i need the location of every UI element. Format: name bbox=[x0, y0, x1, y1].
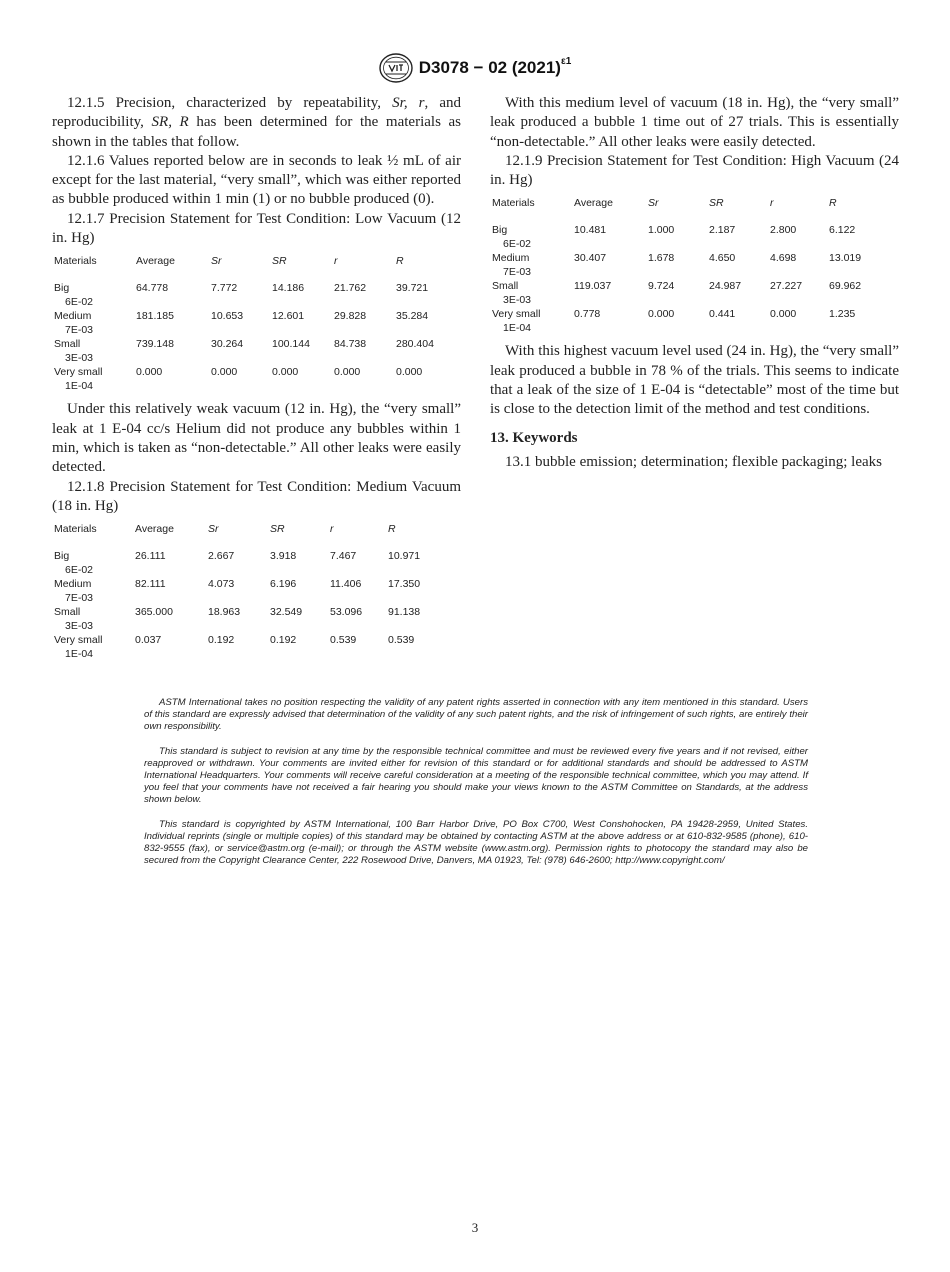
value-cell: 30.264 bbox=[211, 338, 244, 351]
value-cell: 13.019 bbox=[829, 252, 862, 265]
value-cell: 32.549 bbox=[270, 606, 303, 619]
value-cell: 3.918 bbox=[270, 550, 297, 563]
value-cell: 30.407 bbox=[574, 252, 607, 265]
value-cell: 4.698 bbox=[770, 252, 797, 265]
material-cell: Very small 1E-04 bbox=[492, 308, 541, 334]
value-cell: 64.778 bbox=[136, 282, 169, 295]
material-cell: Medium 7E-03 bbox=[54, 578, 94, 604]
value-cell: 0.192 bbox=[270, 634, 297, 647]
value-cell: 0.000 bbox=[396, 366, 423, 379]
keywords-heading: 13. Keywords bbox=[490, 429, 578, 446]
material-cell: Very small 1E-04 bbox=[54, 366, 103, 392]
table-medium-vacuum bbox=[54, 522, 450, 662]
value-cell: 1.235 bbox=[829, 308, 856, 321]
table-low-vacuum bbox=[54, 254, 458, 394]
table-row bbox=[54, 366, 458, 394]
value-cell: 6.196 bbox=[270, 578, 297, 591]
value-cell: 27.227 bbox=[770, 280, 803, 293]
col-header: SR bbox=[272, 255, 287, 268]
material-cell: Big 6E-02 bbox=[54, 282, 94, 308]
col-header: Materials bbox=[54, 255, 97, 268]
value-cell: 7.772 bbox=[211, 282, 238, 295]
value-cell: 24.987 bbox=[709, 280, 742, 293]
material-cell: Medium 7E-03 bbox=[492, 252, 532, 278]
table-header-row bbox=[492, 196, 891, 224]
value-cell: 4.073 bbox=[208, 578, 235, 591]
col-header: R bbox=[388, 523, 396, 536]
col-header: r bbox=[770, 197, 774, 210]
value-cell: 26.111 bbox=[135, 550, 166, 563]
value-cell: 29.828 bbox=[334, 310, 367, 323]
paragraph-13-1: 13.1 bubble emission; determination; flexible packaging; leaks bbox=[505, 453, 882, 470]
value-cell: 0.778 bbox=[574, 308, 601, 321]
value-cell: 0.192 bbox=[208, 634, 235, 647]
paragraph-12-1-8: 12.1.8 Precision Statement for Test Condition: Medium Vacuum (18 in. Hg) bbox=[52, 478, 461, 514]
table-high-vacuum bbox=[492, 196, 891, 336]
col-header: Sr bbox=[208, 523, 219, 536]
col-header: Materials bbox=[492, 197, 535, 210]
material-cell: Very small 1E-04 bbox=[54, 634, 103, 660]
value-cell: 0.000 bbox=[136, 366, 163, 379]
value-cell: 1.000 bbox=[648, 224, 675, 237]
patent-notice: ASTM International takes no position respecting the validity of any patent rights asserted in connection with any item mentioned in this standard. Users of this standard are expressly advised that determination of the validity of any such patent rights, and the risk of infringement of such rights, are entirely their own responsibility. bbox=[144, 697, 808, 732]
value-cell: 0.000 bbox=[272, 366, 299, 379]
value-cell: 10.653 bbox=[211, 310, 244, 323]
value-cell: 84.738 bbox=[334, 338, 367, 351]
value-cell: 35.284 bbox=[396, 310, 429, 323]
value-cell: 2.187 bbox=[709, 224, 736, 237]
value-cell: 739.148 bbox=[136, 338, 174, 351]
table-row bbox=[492, 224, 891, 252]
material-cell: Big 6E-02 bbox=[492, 224, 532, 250]
value-cell: 0.000 bbox=[211, 366, 238, 379]
value-cell: 10.481 bbox=[574, 224, 607, 237]
col-header: Average bbox=[135, 523, 174, 536]
col-header: SR bbox=[270, 523, 285, 536]
document-designation: D3078 − 02 $(2021)^{\varepsilon 1}$ bbox=[418, 56, 572, 77]
value-cell: 7.467 bbox=[330, 550, 357, 563]
value-cell: 2.800 bbox=[770, 224, 797, 237]
table-row bbox=[54, 634, 450, 662]
table-row bbox=[54, 338, 458, 366]
value-cell: 0.441 bbox=[709, 308, 736, 321]
table-row bbox=[492, 252, 891, 280]
value-cell: 17.350 bbox=[388, 578, 421, 591]
material-cell: Small 3E-03 bbox=[492, 280, 532, 306]
value-cell: 0.000 bbox=[334, 366, 361, 379]
legal-footer bbox=[144, 697, 808, 881]
paragraph-12-1-7: 12.1.7 Precision Statement for Test Condition: Low Vacuum (12 in. Hg) bbox=[52, 210, 461, 247]
paragraph-12-1-6: 12.1.6 Values reported below are in seconds to leak ½ mL of air except for the last material, “very small”, which was either reported as bubble produced within 1 min (1) or no bubble produced (0). bbox=[52, 152, 461, 208]
material-cell: Small 3E-03 bbox=[54, 338, 94, 364]
paragraph-high-vacuum-note: With this highest vacuum level used (24 in. Hg), the “very small” leak produced a bubble in 78 % of the trials. This seems to indicate that a leak of the size of 1 E-04 is “detectable” most of the time but is close to the detection limit of the method and test conditions. bbox=[490, 343, 899, 418]
value-cell: 1.678 bbox=[648, 252, 675, 265]
material-cell: Medium 7E-03 bbox=[54, 310, 94, 336]
col-header: Sr bbox=[211, 255, 222, 268]
paragraph-medium-vacuum-note: With this medium level of vacuum (18 in. Hg), the “very small” leak produced a bubble 1 time out of 27 trials. This is essentially “non-detectable.” All other leaks were easily detected. bbox=[490, 95, 899, 150]
table-row bbox=[54, 606, 450, 634]
value-cell: 4.650 bbox=[709, 252, 736, 265]
material-cell: Big 6E-02 bbox=[54, 550, 94, 576]
value-cell: 69.962 bbox=[829, 280, 862, 293]
table-row bbox=[492, 280, 891, 308]
value-cell: 14.186 bbox=[272, 282, 305, 295]
material-cell: Small 3E-03 bbox=[54, 606, 94, 632]
astm-logo-icon bbox=[379, 53, 413, 83]
value-cell: 18.963 bbox=[208, 606, 241, 619]
value-cell: 6.122 bbox=[829, 224, 856, 237]
table-header-row bbox=[54, 522, 450, 550]
table-row bbox=[54, 578, 450, 606]
value-cell: 365.000 bbox=[135, 606, 173, 619]
col-header: SR bbox=[709, 197, 724, 210]
col-header: Materials bbox=[54, 523, 97, 536]
value-cell: 39.721 bbox=[396, 282, 429, 295]
value-cell: 0.037 bbox=[135, 634, 162, 647]
value-cell: 91.138 bbox=[388, 606, 421, 619]
value-cell: 10.971 bbox=[388, 550, 421, 563]
value-cell: 9.724 bbox=[648, 280, 675, 293]
table-row bbox=[54, 310, 458, 338]
value-cell: 0.000 bbox=[770, 308, 797, 321]
col-header: Sr bbox=[648, 197, 659, 210]
col-header: r bbox=[334, 255, 338, 268]
page-number: 3 bbox=[471, 1220, 479, 1235]
revision-notice: This standard is subject to revision at any time by the responsible technical committee and must be reviewed every five years and if not revised, either reapproved or withdrawn. Your comments are invited either for revision of this standard or for additional standards and should be addressed to ASTM International Headquarters. Your comments will receive careful consideration at a meeting of the responsible technical committee, which you may attend. If you feel that your comments have not received a fair hearing you should make your views known to the ASTM Committee on Standards, at the address shown below. bbox=[144, 746, 808, 805]
value-cell: 12.601 bbox=[272, 310, 305, 323]
right-column bbox=[490, 94, 899, 472]
value-cell: 0.539 bbox=[388, 634, 415, 647]
table-header-row bbox=[54, 254, 458, 282]
page-header bbox=[0, 52, 950, 84]
paragraph-12-1-5: 12.1.5 Precision, characterized by repeatability, Sr, r, and reproducibility, SR, R has been determined for the materials as shown in the tables that follow. bbox=[52, 95, 462, 150]
value-cell: 0.539 bbox=[330, 634, 357, 647]
value-cell: 0.000 bbox=[648, 308, 675, 321]
paragraph-12-1-9: 12.1.9 Precision Statement for Test Condition: High Vacuum (24 in. Hg) bbox=[490, 152, 899, 189]
left-column bbox=[52, 94, 461, 668]
value-cell: 53.096 bbox=[330, 606, 363, 619]
table-row bbox=[54, 282, 458, 310]
col-header: R bbox=[829, 197, 837, 210]
col-header: Average bbox=[574, 197, 613, 210]
value-cell: 280.404 bbox=[396, 338, 434, 351]
value-cell: 2.667 bbox=[208, 550, 235, 563]
col-header: Average bbox=[136, 255, 175, 268]
col-header: R bbox=[396, 255, 404, 268]
table-row bbox=[54, 550, 450, 578]
col-header: r bbox=[330, 523, 334, 536]
table-row bbox=[492, 308, 891, 336]
value-cell: 100.144 bbox=[272, 338, 310, 351]
paragraph-low-vacuum-note: Under this relatively weak vacuum (12 in. Hg), the “very small” leak at 1 E-04 cc/s Helium did not produce any bubbles within 1 min, which is taken as “non-detectable.” All other leaks were easily detected. bbox=[52, 401, 461, 476]
value-cell: 119.037 bbox=[574, 280, 612, 293]
value-cell: 21.762 bbox=[334, 282, 367, 295]
value-cell: 181.185 bbox=[136, 310, 174, 323]
value-cell: 82.111 bbox=[135, 578, 166, 591]
value-cell: 11.406 bbox=[330, 578, 362, 591]
copyright-notice: This standard is copyrighted by ASTM International, 100 Barr Harbor Drive, PO Box C700, West Conshohocken, PA 19428-2959, United States. Individual reprints (single or multiple copies) of this standard may be obtained by contacting ASTM at the above address or at 610-832-9585 (phone), 610-832-9555 (fax), or service@astm.org (e-mail); or through the ASTM website (www.astm.org). Permission rights to photocopy the standard may also be secured from the Copyright Clearance Center, 222 Rosewood Drive, Danvers, MA 01923, Tel: (978) 646-2600; http://www.copyright.com/ bbox=[144, 819, 808, 866]
